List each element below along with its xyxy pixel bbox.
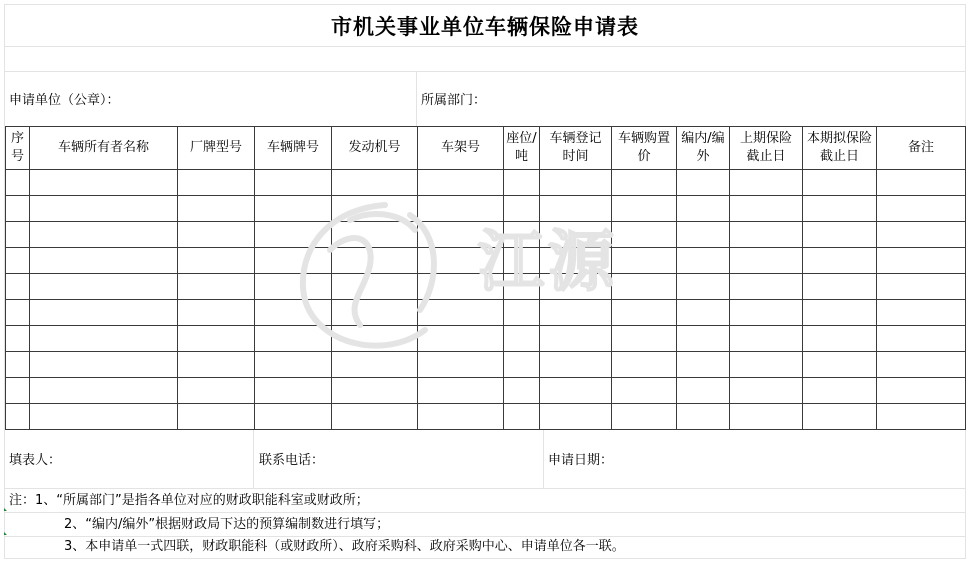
table-cell[interactable] (504, 404, 540, 430)
header-frame-number: 车架号 (418, 127, 504, 170)
table-cell[interactable] (877, 326, 966, 352)
note-1: 注：1、“所属部门”是指各单位对应的财政职能科室或财政所； (9, 493, 369, 508)
gridline (4, 71, 966, 72)
table-cell[interactable] (255, 222, 332, 248)
table-cell[interactable] (540, 326, 612, 352)
table-cell[interactable] (803, 326, 877, 352)
gridline (4, 488, 966, 489)
table-cell[interactable] (6, 170, 30, 196)
table-cell[interactable] (677, 326, 730, 352)
applicant-unit-label: 申请单位（公章）： (9, 93, 120, 108)
table-row (6, 300, 966, 326)
table-cell[interactable] (178, 300, 255, 326)
table-cell[interactable] (6, 222, 30, 248)
table-cell[interactable] (418, 352, 504, 378)
table-cell[interactable] (504, 196, 540, 222)
cell-marker-icon (4, 508, 7, 511)
table-cell[interactable] (677, 196, 730, 222)
table-cell[interactable] (730, 378, 803, 404)
header-planned-expiry: 本期拟保险截止日 (803, 127, 877, 170)
table-cell[interactable] (877, 170, 966, 196)
table-cell[interactable] (332, 196, 418, 222)
table-cell[interactable] (332, 300, 418, 326)
table-cell[interactable] (540, 222, 612, 248)
table-cell[interactable] (612, 196, 677, 222)
table-cell[interactable] (730, 248, 803, 274)
table-row (6, 352, 966, 378)
table-cell[interactable] (30, 326, 178, 352)
vehicle-insurance-table (5, 126, 966, 430)
table-cell[interactable] (418, 248, 504, 274)
table-cell[interactable] (730, 222, 803, 248)
table-cell[interactable] (730, 170, 803, 196)
table-cell[interactable] (418, 196, 504, 222)
table-cell[interactable] (612, 248, 677, 274)
table-cell[interactable] (418, 378, 504, 404)
table-cell[interactable] (504, 248, 540, 274)
table-cell[interactable] (504, 274, 540, 300)
header-purchase-price: 车辆购置价 (612, 127, 677, 170)
table-cell[interactable] (255, 352, 332, 378)
table-cell[interactable] (803, 404, 877, 430)
table-cell[interactable] (677, 404, 730, 430)
gridline (4, 558, 966, 559)
table-cell[interactable] (418, 300, 504, 326)
table-cell[interactable] (540, 352, 612, 378)
table-cell[interactable] (418, 326, 504, 352)
table-cell[interactable] (677, 274, 730, 300)
table-cell[interactable] (730, 196, 803, 222)
table-body (6, 170, 966, 430)
table-cell[interactable] (178, 274, 255, 300)
table-cell[interactable] (255, 404, 332, 430)
table-cell[interactable] (540, 378, 612, 404)
table-cell[interactable] (803, 196, 877, 222)
table-cell[interactable] (540, 404, 612, 430)
filler-label: 填表人： (9, 453, 62, 468)
table-cell[interactable] (332, 404, 418, 430)
table-cell[interactable] (30, 248, 178, 274)
table-cell[interactable] (877, 248, 966, 274)
table-cell[interactable] (803, 170, 877, 196)
table-cell[interactable] (677, 248, 730, 274)
table-cell[interactable] (803, 248, 877, 274)
table-row (6, 404, 966, 430)
table-cell[interactable] (504, 352, 540, 378)
table-cell[interactable] (255, 248, 332, 274)
watermark-text: 江源 (478, 223, 618, 300)
table-cell[interactable] (255, 196, 332, 222)
note-2: 2、“编内/编外”根据财政局下达的预算编制数进行填写； (64, 517, 390, 532)
table-cell[interactable] (332, 274, 418, 300)
table-cell[interactable] (877, 404, 966, 430)
gridline (4, 46, 966, 47)
table-cell[interactable] (677, 170, 730, 196)
table-cell[interactable] (332, 378, 418, 404)
table-cell[interactable] (803, 222, 877, 248)
header-remarks: 备注 (877, 127, 966, 170)
table-cell[interactable] (418, 404, 504, 430)
table-cell[interactable] (332, 248, 418, 274)
header-staffing-status: 编内/编外 (677, 127, 730, 170)
header-brand-model: 厂牌型号 (178, 127, 255, 170)
table-cell[interactable] (418, 222, 504, 248)
table-cell[interactable] (30, 274, 178, 300)
table-row (6, 170, 966, 196)
cell-marker-icon (4, 532, 7, 535)
table-cell[interactable] (255, 300, 332, 326)
gridline (416, 71, 417, 126)
table-cell[interactable] (30, 300, 178, 326)
table-cell[interactable] (803, 274, 877, 300)
table-cell[interactable] (730, 300, 803, 326)
table-cell[interactable] (612, 300, 677, 326)
table-cell[interactable] (504, 300, 540, 326)
table-cell[interactable] (730, 326, 803, 352)
table-cell[interactable] (877, 352, 966, 378)
table-cell[interactable] (803, 300, 877, 326)
table-cell[interactable] (6, 404, 30, 430)
table-cell[interactable] (612, 274, 677, 300)
table-cell[interactable] (504, 170, 540, 196)
table-cell[interactable] (677, 352, 730, 378)
table-header-row (6, 127, 966, 170)
table-cell[interactable] (418, 274, 504, 300)
table-cell[interactable] (877, 300, 966, 326)
table-cell[interactable] (540, 300, 612, 326)
table-cell[interactable] (30, 404, 178, 430)
table-cell[interactable] (730, 352, 803, 378)
table-cell[interactable] (178, 352, 255, 378)
table-cell[interactable] (6, 248, 30, 274)
gridline (543, 429, 544, 488)
gridline (253, 429, 254, 488)
table-cell[interactable] (178, 326, 255, 352)
table-cell[interactable] (612, 378, 677, 404)
table-cell[interactable] (332, 352, 418, 378)
header-seq: 序号 (6, 127, 30, 170)
table-cell[interactable] (178, 196, 255, 222)
table-cell[interactable] (504, 378, 540, 404)
table-cell[interactable] (30, 196, 178, 222)
table-cell[interactable] (418, 170, 504, 196)
table-cell[interactable] (540, 170, 612, 196)
table-cell[interactable] (504, 222, 540, 248)
phone-label: 联系电话： (259, 453, 325, 468)
table-cell[interactable] (612, 352, 677, 378)
header-previous-expiry: 上期保险截止日 (730, 127, 803, 170)
table-cell[interactable] (540, 196, 612, 222)
note-3: 3、本申请单一式四联，财政职能科（或财政所）、政府采购科、政府采购中心、申请单位各一联。 (64, 539, 625, 554)
table-cell[interactable] (612, 222, 677, 248)
table-cell[interactable] (540, 274, 612, 300)
table-cell[interactable] (803, 378, 877, 404)
table-row (6, 196, 966, 222)
table-cell[interactable] (332, 170, 418, 196)
table-cell[interactable] (504, 326, 540, 352)
table-cell[interactable] (803, 352, 877, 378)
table-cell[interactable] (6, 300, 30, 326)
table-cell[interactable] (30, 378, 178, 404)
header-seats-tons: 座位/吨 (504, 127, 540, 170)
table-cell[interactable] (178, 248, 255, 274)
table-cell[interactable] (540, 248, 612, 274)
table-row (6, 326, 966, 352)
table-cell[interactable] (877, 378, 966, 404)
table-cell[interactable] (255, 378, 332, 404)
table-row (6, 222, 966, 248)
table-row (6, 378, 966, 404)
table-cell[interactable] (178, 222, 255, 248)
table-cell[interactable] (877, 196, 966, 222)
table-cell[interactable] (255, 274, 332, 300)
header-owner-name: 车辆所有者名称 (30, 127, 178, 170)
table-cell[interactable] (612, 326, 677, 352)
table-cell[interactable] (30, 222, 178, 248)
table-cell[interactable] (677, 222, 730, 248)
table-cell[interactable] (612, 404, 677, 430)
table-cell[interactable] (30, 352, 178, 378)
header-plate-number: 车辆牌号 (255, 127, 332, 170)
table-cell[interactable] (30, 170, 178, 196)
table-cell[interactable] (6, 196, 30, 222)
table-cell[interactable] (6, 378, 30, 404)
gridline (4, 536, 966, 537)
table-cell[interactable] (332, 222, 418, 248)
table-cell[interactable] (6, 326, 30, 352)
form-title: 市机关事业单位车辆保险申请表 (331, 14, 639, 39)
table-cell[interactable] (877, 274, 966, 300)
table-cell[interactable] (178, 378, 255, 404)
table-row (6, 274, 966, 300)
table-cell[interactable] (6, 274, 30, 300)
gridline (4, 4, 966, 5)
date-label: 申请日期： (548, 453, 614, 468)
header-registration-date: 车辆登记时间 (540, 127, 612, 170)
table-cell[interactable] (730, 274, 803, 300)
table-cell[interactable] (6, 352, 30, 378)
table-cell[interactable] (730, 404, 803, 430)
table-cell[interactable] (677, 378, 730, 404)
table-row (6, 248, 966, 274)
table-cell[interactable] (877, 222, 966, 248)
table-cell[interactable] (255, 326, 332, 352)
table-cell[interactable] (178, 404, 255, 430)
table-cell[interactable] (332, 326, 418, 352)
gridline (4, 512, 966, 513)
table-cell[interactable] (677, 300, 730, 326)
table-cell[interactable] (612, 170, 677, 196)
department-label: 所属部门： (421, 93, 487, 108)
table-cell[interactable] (178, 170, 255, 196)
header-engine-number: 发动机号 (332, 127, 418, 170)
table-cell[interactable] (255, 170, 332, 196)
